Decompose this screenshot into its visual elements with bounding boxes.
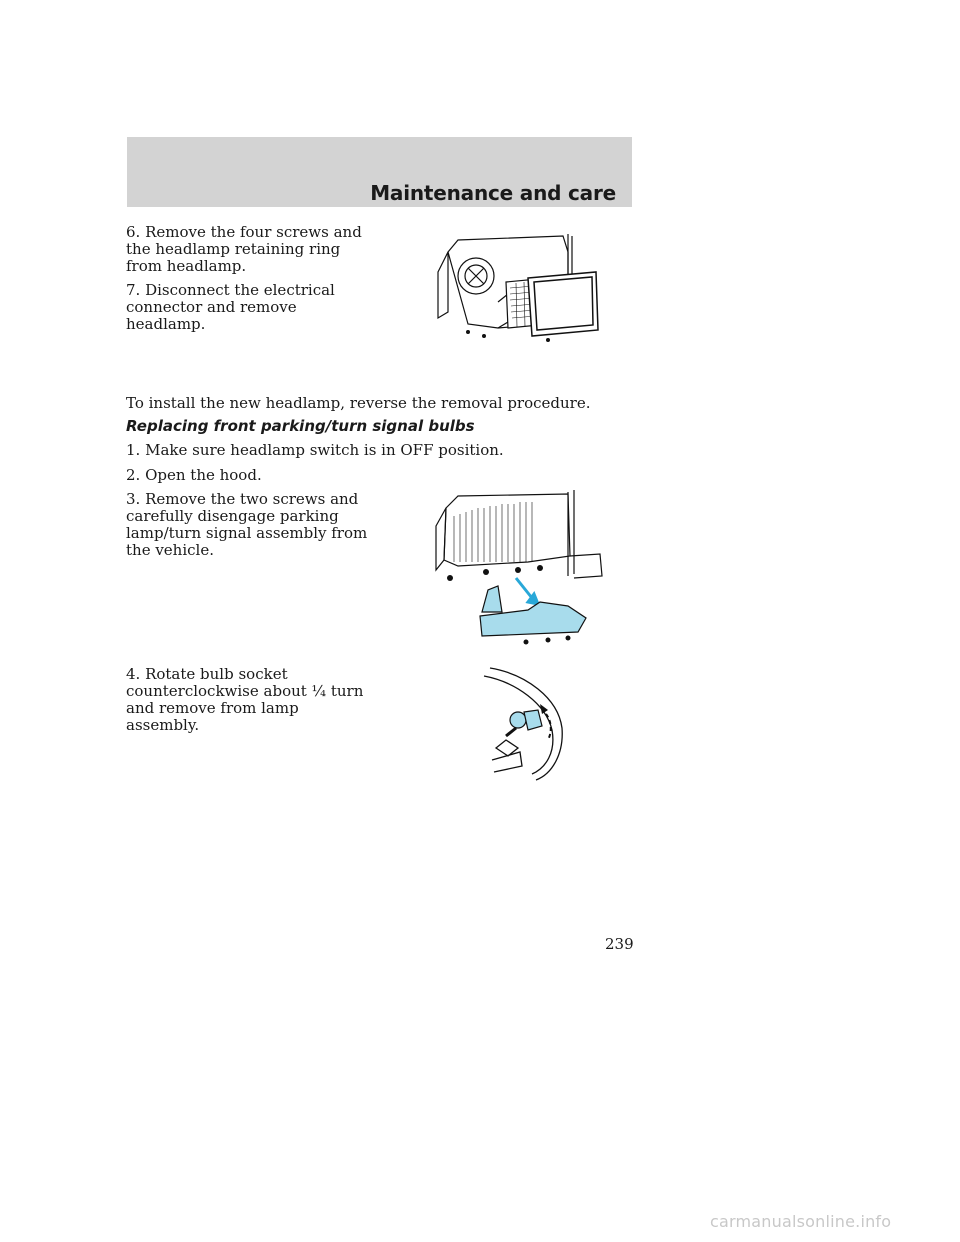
parking-step-3: 3. Remove the two screws and carefully disengage parking lamp/turn signal assembly from the vehicle. bbox=[126, 490, 368, 559]
page-number: 239 bbox=[605, 935, 634, 953]
parking-section-heading: Replacing front parking/turn signal bulbs bbox=[126, 417, 475, 435]
watermark-text: carmanualsonline.info bbox=[710, 1212, 892, 1231]
step-7-text: 7. Disconnect the electrical connector and remove headlamp. bbox=[126, 281, 335, 333]
parking-step-2: 2. Open the hood. bbox=[126, 466, 262, 484]
parking-step-1: 1. Make sure headlamp switch is in OFF position. bbox=[126, 441, 504, 459]
section-header-band bbox=[127, 137, 632, 207]
bulb-socket-rotation-illustration bbox=[476, 664, 566, 782]
parking-step-4: 4. Rotate bulb socket counterclockwise about ¼ turn and remove from lamp assembly. bbox=[126, 665, 364, 734]
step-6-text: 6. Remove the four screws and the headlamp retaining ring from headlamp. bbox=[126, 223, 362, 275]
parking-lamp-removal-illustration bbox=[428, 486, 610, 650]
install-note: To install the new headlamp, reverse the removal procedure. bbox=[126, 394, 591, 412]
headlamp-removal-illustration bbox=[428, 232, 608, 342]
section-title: Maintenance and care bbox=[370, 181, 616, 205]
